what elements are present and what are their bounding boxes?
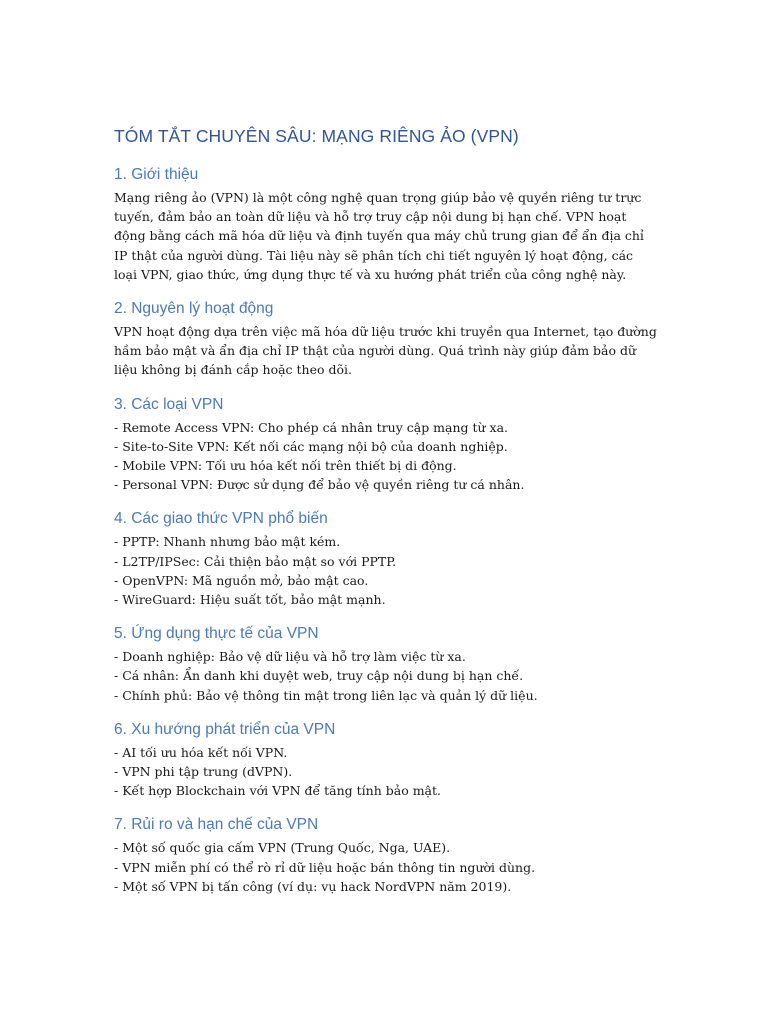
- list-item: - AI tối ưu hóa kết nối VPN.: [114, 744, 288, 760]
- list-item: - Chính phủ: Bảo vệ thông tin mật trong liên lạc và quản lý dữ liệu.: [114, 687, 538, 703]
- list-item: - Personal VPN: Được sử dụng để bảo vệ quyền riêng tư cá nhân.: [114, 477, 525, 493]
- list-item: - VPN miễn phí có thể rò rỉ dữ liệu hoặc bán thông tin người dùng.: [114, 859, 536, 875]
- list-item: - Remote Access VPN: Cho phép cá nhân truy cập mạng từ xa.: [114, 419, 509, 435]
- section-applications: [114, 623, 659, 705]
- section-heading: 1. Giới thiệu: [114, 166, 199, 183]
- section-heading: 5. Ứng dụng thực tế của VPN: [114, 625, 319, 643]
- bullet-list: [114, 647, 659, 705]
- section-heading: 7. Rủi ro và hạn chế của VPN: [114, 816, 319, 834]
- section-paragraph: Mạng riêng ảo (VPN) là một công nghệ quan trọng giúp bảo vệ quyền riêng tư trực tuyến, đảm bảo an toàn dữ liệu và hỗ trợ truy cập nội dung bị hạn chế. VPN hoạt động bằng cách mã hóa dữ liệu và định tuyến qua máy chủ trung gian để ẩn địa chỉ IP thật của người dùng. Tài liệu này sẽ phân tích chi tiết nguyên lý hoạt động, các loại VPN, giao thức, ứng dụng thực tế và xu hướng phát triển của công nghệ này.: [114, 190, 644, 282]
- document-title: TÓM TẮT CHUYÊN SÂU: MẠNG RIÊNG ẢO (VPN): [114, 126, 519, 146]
- bullet-list: [114, 532, 659, 609]
- section-heading: 3. Các loại VPN: [114, 395, 224, 413]
- list-item: - WireGuard: Hiệu suất tốt, bảo mật mạnh.: [114, 592, 386, 608]
- section-protocols: [114, 508, 659, 609]
- list-item: - PPTP: Nhanh nhưng bảo mật kém.: [114, 534, 341, 550]
- list-item: - OpenVPN: Mã nguồn mở, bảo mật cao.: [114, 572, 369, 588]
- list-item: - Một số VPN bị tấn công (ví dụ: vụ hack NordVPN năm 2019).: [114, 878, 512, 894]
- list-item: - Cá nhân: Ẩn danh khi duyệt web, truy cập nội dung bị hạn chế.: [114, 668, 524, 684]
- list-item: - Mobile VPN: Tối ưu hóa kết nối trên thiết bị di động.: [114, 458, 457, 474]
- list-item: - Doanh nghiệp: Bảo vệ dữ liệu và hỗ trợ làm việc từ xa.: [114, 649, 466, 665]
- list-item: - VPN phi tập trung (dVPN).: [114, 764, 293, 780]
- section-trends: [114, 719, 659, 801]
- list-item: - Một số quốc gia cấm VPN (Trung Quốc, Nga, UAE).: [114, 840, 451, 856]
- list-item: - Site-to-Site VPN: Kết nối các mạng nội bộ của doanh nghiệp.: [114, 438, 508, 454]
- section-heading: 2. Nguyên lý hoạt động: [114, 300, 274, 318]
- section-introduction: [114, 164, 659, 284]
- section-principle: [114, 298, 659, 380]
- list-item: - Kết hợp Blockchain với VPN để tăng tính bảo mật.: [114, 783, 442, 799]
- document-page: [114, 122, 659, 910]
- bullet-list: [114, 838, 659, 896]
- section-risks: [114, 814, 659, 896]
- section-vpn-types: [114, 394, 659, 495]
- section-heading: 6. Xu hướng phát triển của VPN: [114, 720, 336, 738]
- bullet-list: [114, 743, 659, 801]
- section-heading: 4. Các giao thức VPN phổ biến: [114, 510, 328, 528]
- list-item: - L2TP/IPSec: Cải thiện bảo mật so với PPTP.: [114, 553, 397, 569]
- bullet-list: [114, 418, 659, 495]
- section-paragraph: VPN hoạt động dựa trên việc mã hóa dữ liệu trước khi truyền qua Internet, tạo đường hầm bảo mật và ẩn địa chỉ IP thật của người dùng. Quá trình này giúp đảm bảo dữ liệu không bị đánh cắp hoặc theo dõi.: [114, 324, 657, 378]
